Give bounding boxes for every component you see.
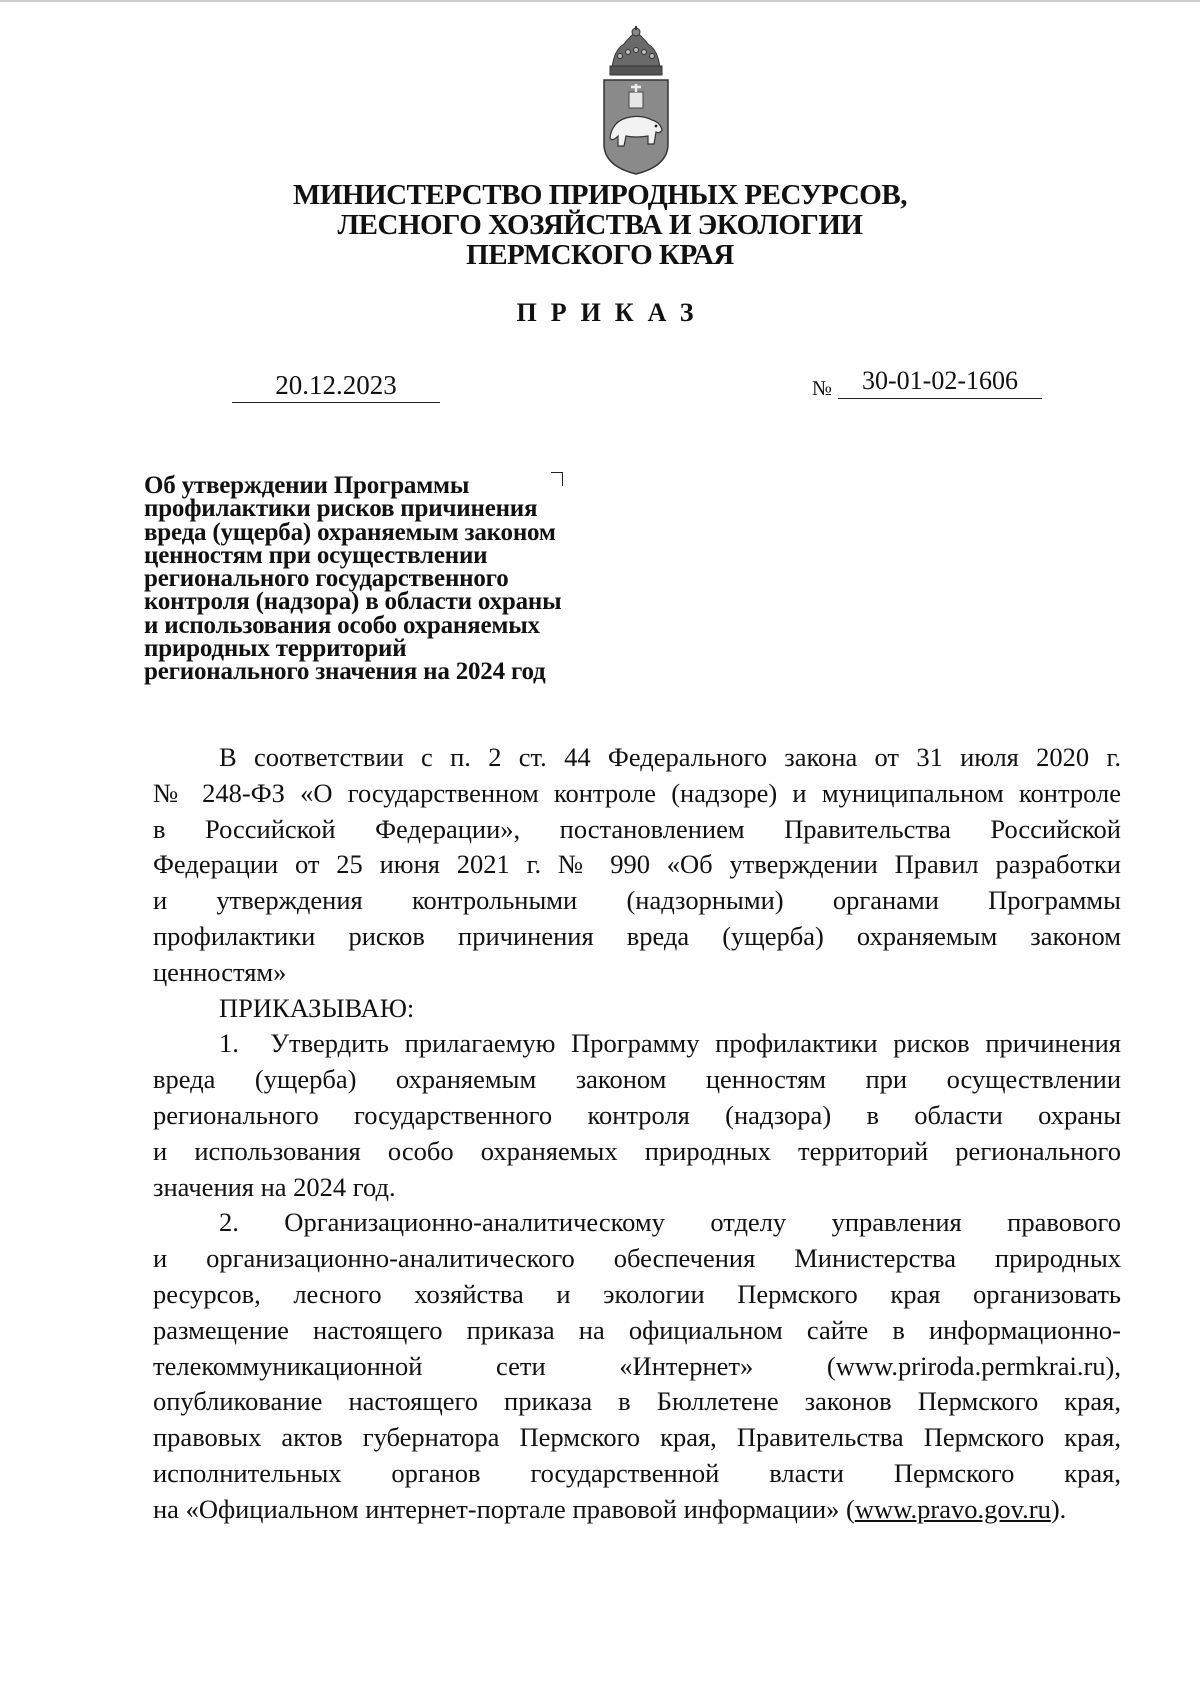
item-1-line: и использования особо охраняемых природных территорий регионального <box>153 1135 1121 1166</box>
item-2-last-prefix: на «Официальном интернет-портале правовой информации» ( <box>153 1493 855 1524</box>
subject-line: Об утверждении Программы <box>144 472 470 499</box>
coat-of-arms-emblem <box>596 26 676 176</box>
preamble-line: в Российской Федерации», постановлением Правительства Российской <box>153 813 1121 844</box>
preamble-line: ценностям» <box>153 956 287 987</box>
item-2-line: правовых актов губернатора Пермского края, Правительства Пермского края, <box>153 1422 1121 1453</box>
scan-edge <box>0 0 1200 2</box>
item-2-line: исполнительных органов государственной власти Пермского края, <box>153 1457 1121 1488</box>
order-subject <box>144 474 664 684</box>
subject-bracket-mark <box>551 472 563 486</box>
preamble-line: В соответствии с п. 2 ст. 44 Федерального закона от 31 июля 2020 г. <box>219 742 1121 772</box>
pravo-gov-link[interactable]: www.pravo.gov.ru <box>854 1493 1051 1524</box>
preamble-line: № 248-ФЗ «О государственном контроле (надзоре) и муниципальном контроле <box>153 777 1121 808</box>
subject-line: профилактики рисков причинения <box>144 495 538 523</box>
item-2-line: размещение настоящего приказа на официальном сайте в информационно- <box>153 1314 1121 1345</box>
subject-line: регионального значения на 2024 год <box>144 658 546 686</box>
document-type-heading: ПРИКАЗ <box>516 298 708 327</box>
item-2-line: опубликование настоящего приказа в Бюллетене законов Пермского края, <box>153 1386 1121 1417</box>
item-1-line: 1. Утвердить прилагаемую Программу профилактики рисков причинения <box>219 1028 1121 1059</box>
number-sign: № <box>812 376 833 400</box>
ministry-line-3: ПЕРМСКОГО КРАЯ <box>466 239 734 271</box>
item-1-line: значения на 2024 год. <box>153 1171 396 1202</box>
preamble-line: профилактики рисков причинения вреда (ущерба) охраняемым законом <box>153 920 1121 951</box>
subject-line: ценностям при осуществлении <box>144 541 488 569</box>
order-date: 20.12.2023 <box>232 368 440 403</box>
order-number: 30-01-02-1606 <box>838 364 1042 399</box>
subject-line: регионального государственного <box>144 565 509 593</box>
ministry-line-1: МИНИСТЕРСТВО ПРИРОДНЫХ РЕСУРСОВ, <box>293 179 907 211</box>
preamble-line: и утверждения контрольными (надзорными) органами Программы <box>153 885 1121 916</box>
item-1-paragraph <box>153 1026 1121 1205</box>
subject-line: контроля (надзора) в области охраны <box>144 588 562 616</box>
preamble-line: Федерации от 25 июня 2021 г. № 990 «Об утверждении Правил разработки <box>153 849 1121 880</box>
ministry-line-2: ЛЕСНОГО ХОЗЯЙСТВА И ЭКОЛОГИИ <box>337 209 863 241</box>
order-body <box>153 740 1121 1528</box>
item-2-paragraph <box>153 1205 1121 1527</box>
item-2-line: ресурсов, лесного хозяйства и экологии Пермского края организовать <box>153 1278 1121 1309</box>
order-verb: ПРИКАЗЫВАЮ: <box>219 992 415 1023</box>
item-2-line: и организационно-аналитического обеспечения Министерства природных <box>153 1243 1121 1274</box>
item-1-line: регионального государственного контроля (надзора) в области охраны <box>153 1099 1121 1130</box>
item-2-last-suffix: ). <box>1050 1493 1067 1524</box>
subject-line: вреда (ущерба) охраняемым законом <box>144 518 556 546</box>
item-1-line: вреда (ущерба) охраняемым законом ценностям при осуществлении <box>153 1064 1121 1095</box>
subject-line: и использования особо охраняемых <box>144 611 540 639</box>
ministry-name <box>0 180 1200 270</box>
item-2-line: телекоммуникационной сети «Интернет» (www.priroda.permkrai.ru), <box>153 1350 1121 1381</box>
item-2-last-line <box>153 1492 1121 1528</box>
item-2-line: 2. Организационно-аналитическому отделу управления правового <box>219 1207 1121 1238</box>
preamble-paragraph <box>153 740 1121 991</box>
subject-line: природных территорий <box>144 635 407 663</box>
